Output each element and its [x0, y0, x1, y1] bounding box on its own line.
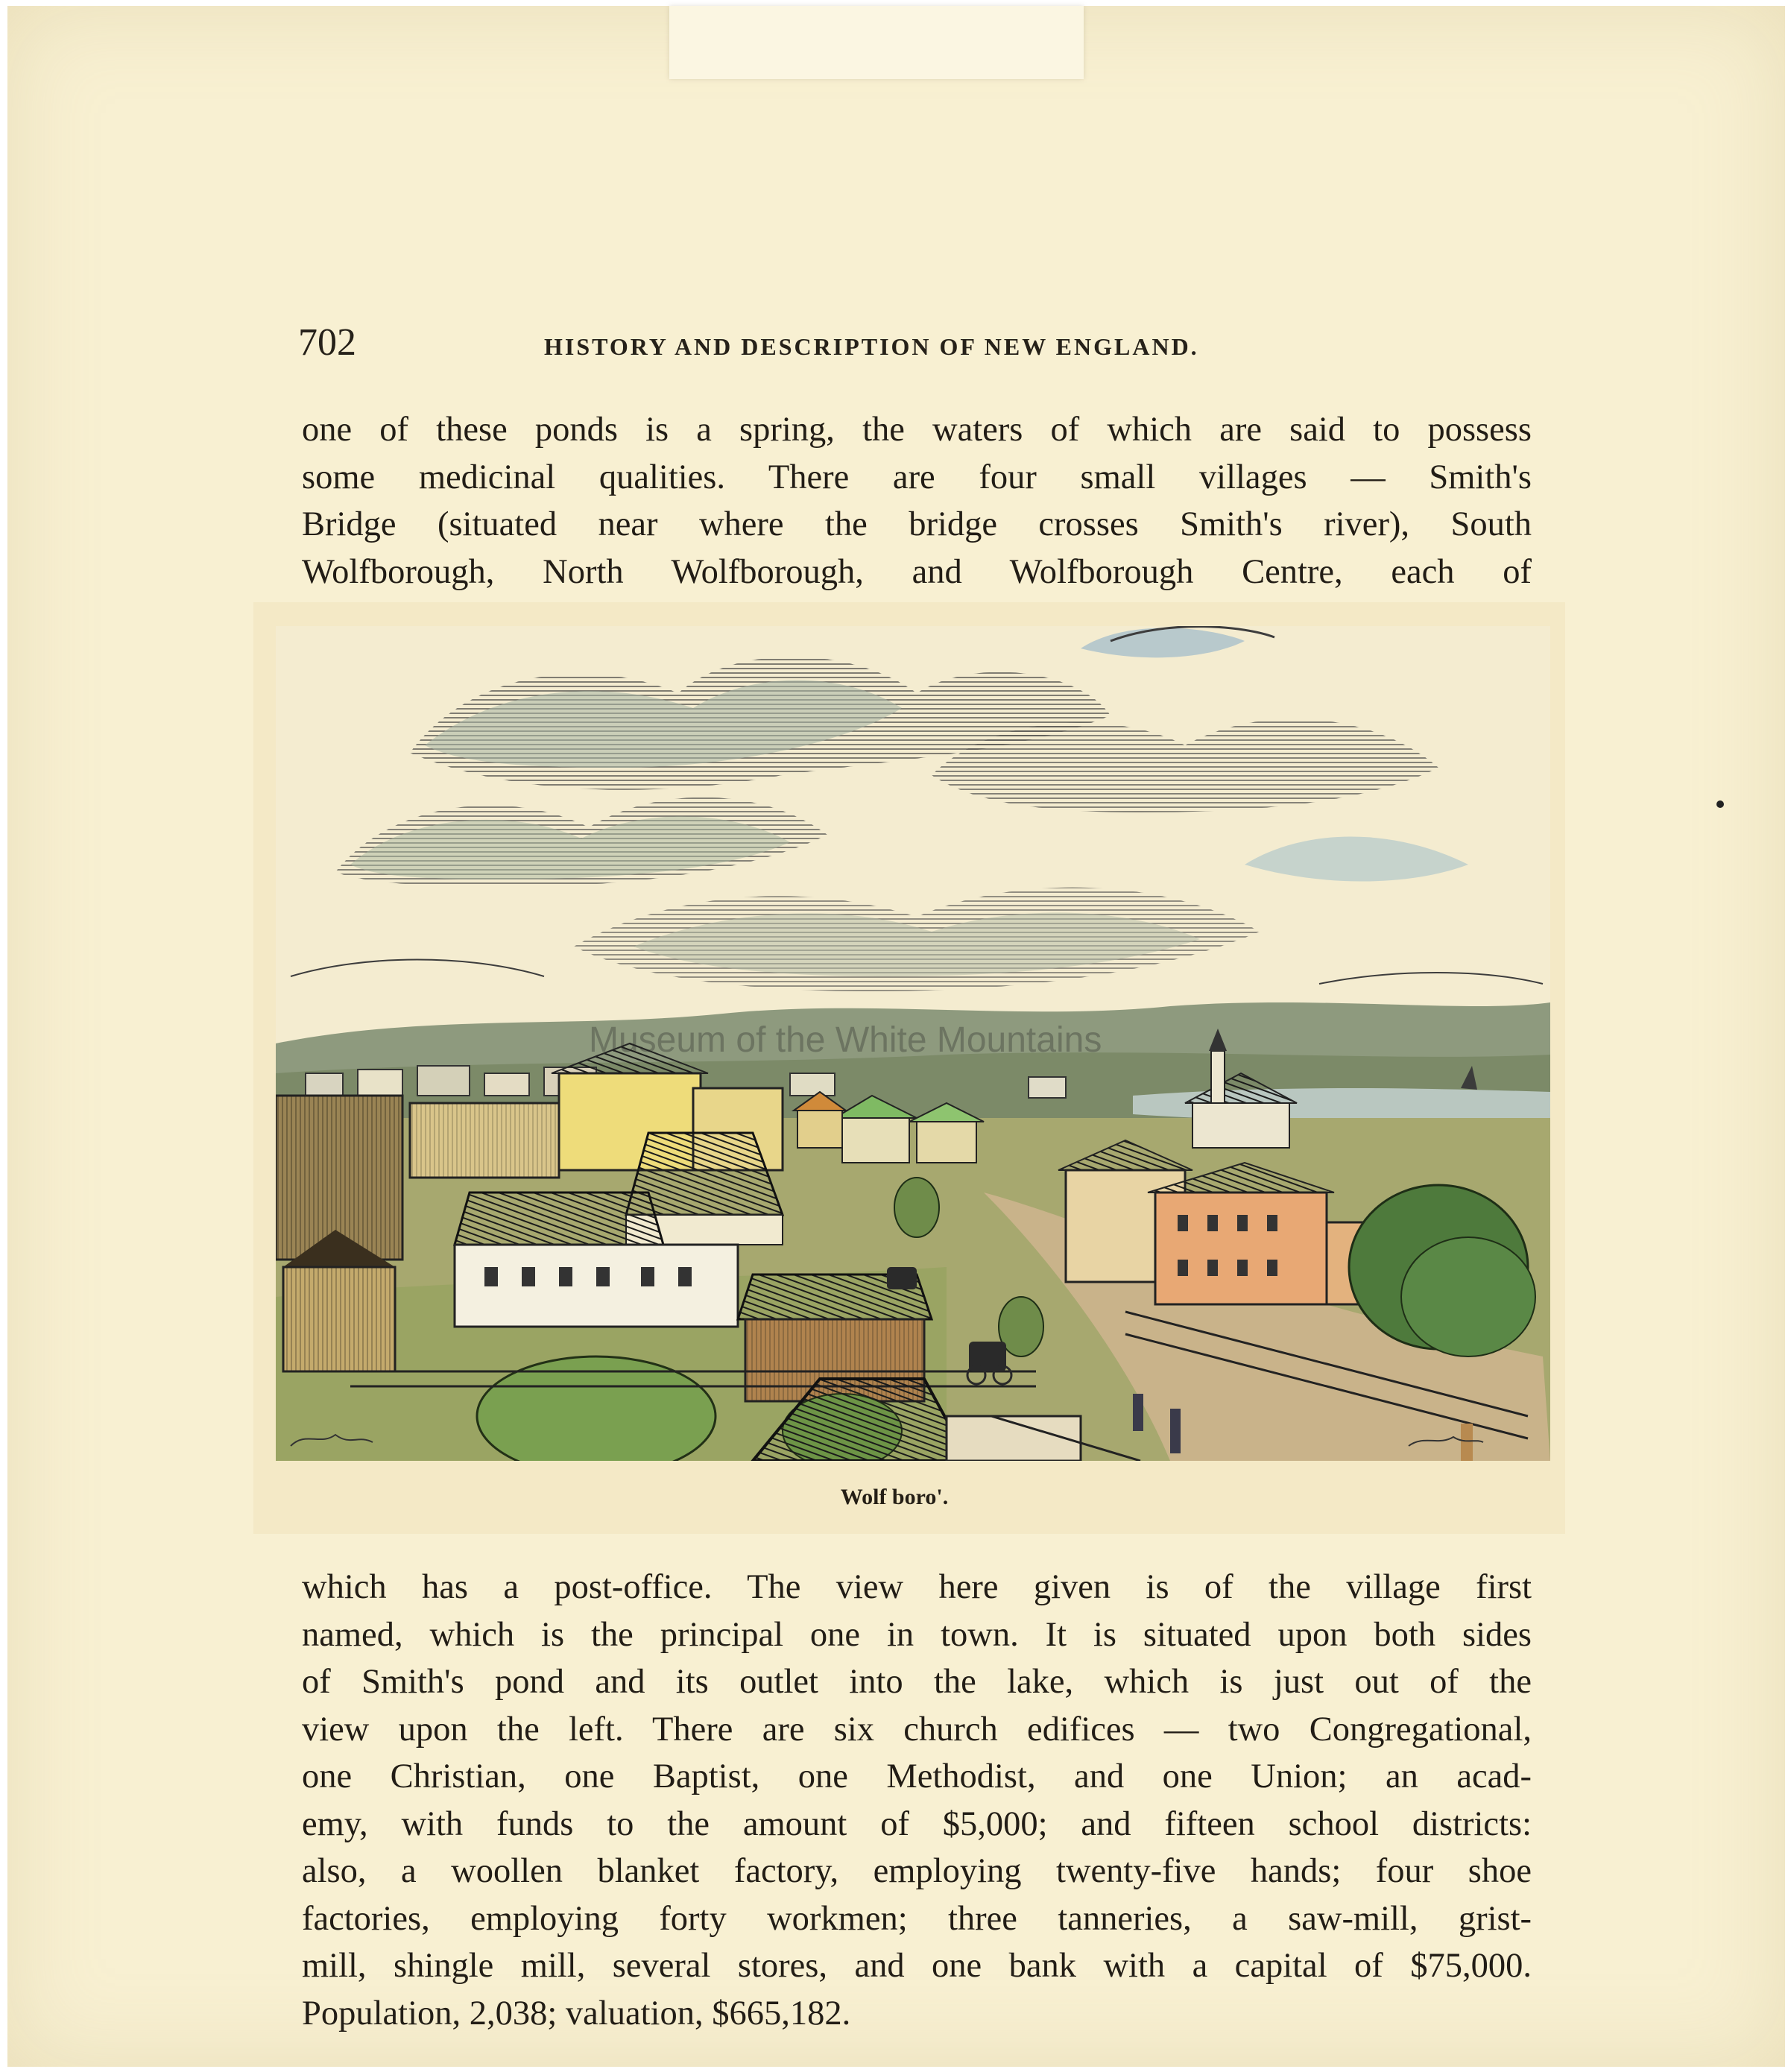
text-line: which has a post-office. The view here given is of the village first: [302, 1568, 1532, 1606]
text-line: factories, employing forty workmen; three tanneries, a saw-mill, grist-: [302, 1899, 1532, 1938]
text-line: Wolfborough, North Wolfborough, and Wolfborough Centre, each of: [302, 552, 1532, 591]
text-line: mill, shingle mill, several stores, and one bank with a capital of $75,000.: [302, 1947, 1532, 1985]
text-line: also, a woollen blanket factory, employing twenty-five hands; four shoe: [302, 1852, 1532, 1890]
text-line: some medicinal qualities. There are four small villages — Smith's: [302, 458, 1532, 496]
illustration-caption: Wolf boro'.: [840, 1485, 949, 1509]
running-title: HISTORY AND DESCRIPTION OF NEW ENGLAND.: [544, 333, 1199, 360]
text-line: view upon the left. There are six church edifices — two Congregational,: [302, 1710, 1532, 1749]
text-line: of Smith's pond and its outlet into the lake, which is just out of the: [302, 1663, 1532, 1701]
text-line: Bridge (situated near where the bridge crosses Smith's river), South: [302, 505, 1532, 543]
text-line: one of these ponds is a spring, the waters of which are said to possess: [302, 411, 1532, 449]
left-barns: [276, 1096, 402, 1371]
paragraph-bottom: [302, 1564, 1532, 2037]
watermark-text: Museum of the White Mountains: [589, 1020, 1102, 1060]
text-line: emy, with funds to the amount of $5,000; and fifteen school districts:: [302, 1804, 1532, 1843]
page-number: 702: [298, 321, 356, 364]
mounting-tape: [669, 6, 1084, 79]
text-line: one Christian, one Baptist, one Methodist, and one Union; an acad-: [302, 1757, 1532, 1795]
text-line: Population, 2,038; valuation, $665,182.: [302, 1994, 851, 2032]
page-header: [298, 320, 1535, 373]
text-line: named, which is the principal one in town. It is situated upon both sides: [302, 1615, 1532, 1654]
paragraph-top: [302, 406, 1532, 596]
ink-speck: [1716, 800, 1724, 808]
